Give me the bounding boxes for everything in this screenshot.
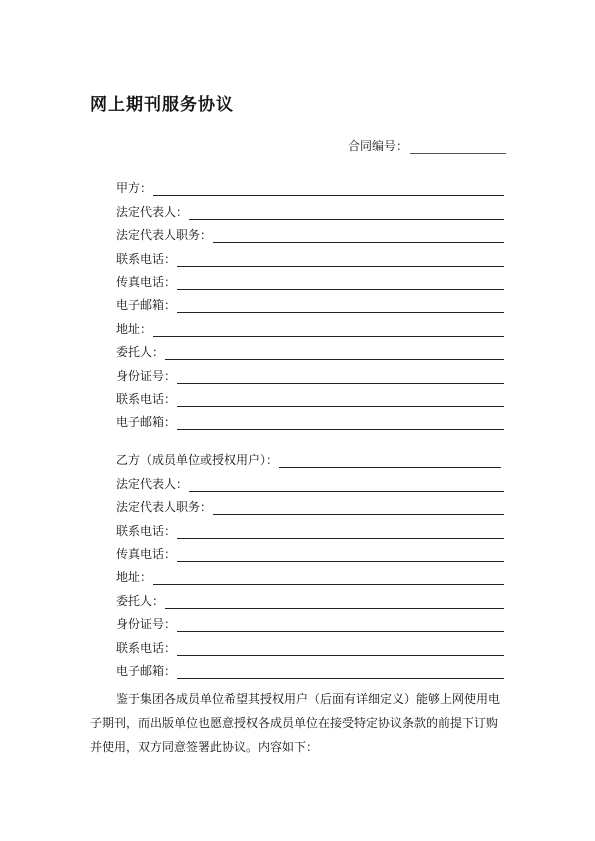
intro-paragraph <box>90 687 506 759</box>
fill-in-blank[interactable] <box>177 277 504 290</box>
fill-in-blank[interactable] <box>153 572 504 585</box>
party-a-agent-phone-row <box>116 384 504 407</box>
fill-in-blank[interactable] <box>177 394 504 407</box>
contract-number-blank[interactable] <box>410 141 506 154</box>
party-b-address-row <box>116 562 504 585</box>
field-label: 联系电话： <box>116 391 177 406</box>
field-label: 地址： <box>116 570 153 585</box>
field-label: 身份证号： <box>116 368 177 383</box>
fill-in-blank[interactable] <box>177 666 504 679</box>
fill-in-blank[interactable] <box>165 596 504 609</box>
party-b-agent-phone-row <box>116 632 504 655</box>
field-label: 联系电话： <box>116 523 177 538</box>
party-a-phone-row <box>116 243 504 266</box>
field-label: 甲方： <box>116 181 153 196</box>
party-a-agent-email-row <box>116 407 504 430</box>
field-label: 委托人： <box>116 345 165 360</box>
field-label: 联系电话： <box>116 640 177 655</box>
party-a-legal-rep-row <box>116 196 504 219</box>
document-title: 网上期刊服务协议 <box>90 95 234 115</box>
field-label: 传真电话： <box>116 274 177 289</box>
party-a-section <box>116 173 504 430</box>
contract-number-field <box>348 137 506 154</box>
party-b-section <box>116 445 504 679</box>
field-label: 委托人： <box>116 593 165 608</box>
field-label: 乙方（成员单位或授权用户）： <box>116 453 279 468</box>
field-label: 电子邮箱： <box>116 415 177 430</box>
fill-in-blank[interactable] <box>189 479 504 492</box>
party-a-agent-row <box>116 337 504 360</box>
field-label: 法定代表人职务： <box>116 500 213 515</box>
party-b-legal-rep-title-row <box>116 492 504 515</box>
party-b-name-row <box>116 445 504 468</box>
fill-in-blank[interactable] <box>177 417 504 430</box>
fill-in-blank[interactable] <box>165 347 504 360</box>
party-a-legal-rep-title-row <box>116 220 504 243</box>
field-label: 电子邮箱： <box>116 663 177 678</box>
fill-in-blank[interactable] <box>279 455 501 468</box>
party-a-name-row <box>116 173 504 196</box>
field-label: 联系电话： <box>116 251 177 266</box>
fill-in-blank[interactable] <box>213 230 504 243</box>
field-label: 传真电话： <box>116 546 177 561</box>
fill-in-blank[interactable] <box>177 526 504 539</box>
fill-in-blank[interactable] <box>213 502 504 515</box>
fill-in-blank[interactable] <box>177 643 504 656</box>
party-b-legal-rep-row <box>116 468 504 491</box>
party-a-id-row <box>116 360 504 383</box>
party-a-address-row <box>116 313 504 336</box>
party-b-fax-row <box>116 539 504 562</box>
party-a-email-row <box>116 290 504 313</box>
fill-in-blank[interactable] <box>177 300 504 313</box>
fill-in-blank[interactable] <box>177 619 504 632</box>
field-label: 身份证号： <box>116 617 177 632</box>
party-a-fax-row <box>116 267 504 290</box>
field-label: 地址： <box>116 321 153 336</box>
fill-in-blank[interactable] <box>177 549 504 562</box>
party-b-phone-row <box>116 515 504 538</box>
contract-number-label: 合同编号： <box>348 139 409 153</box>
field-label: 法定代表人： <box>116 476 189 491</box>
fill-in-blank[interactable] <box>177 254 504 267</box>
field-label: 法定代表人职务： <box>116 228 213 243</box>
field-label: 电子邮箱： <box>116 298 177 313</box>
party-b-agent-email-row <box>116 656 504 679</box>
fill-in-blank[interactable] <box>153 183 504 196</box>
fill-in-blank[interactable] <box>153 324 504 337</box>
fill-in-blank[interactable] <box>189 207 504 220</box>
intro-paragraph-text: 鉴于集团各成员单位希望其授权用户（后面有详细定义）能够上网使用电子期刊，而出版单位也愿意授权各成员单位在接受特定协议条款的前提下订购并使用，双方同意签署此协议。内容如下： <box>90 692 501 754</box>
party-b-id-row <box>116 609 504 632</box>
fill-in-blank[interactable] <box>177 371 504 384</box>
party-b-agent-row <box>116 585 504 608</box>
field-label: 法定代表人： <box>116 204 189 219</box>
